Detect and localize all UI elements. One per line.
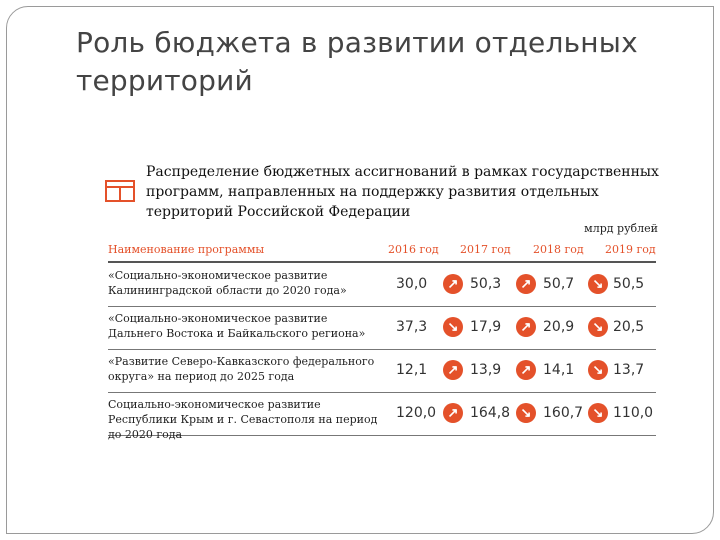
- trend-down-icon: ↘: [588, 317, 608, 337]
- budget-value: 50,3: [470, 276, 502, 292]
- column-header-program: Наименование программы: [108, 243, 265, 256]
- budget-value: 17,9: [470, 319, 502, 335]
- trend-down-icon: ↘: [443, 317, 463, 337]
- table-row: [108, 264, 656, 307]
- budget-value: 30,0: [396, 276, 428, 292]
- slide-title: Роль бюджета в развитии отдельных территорий: [76, 26, 638, 97]
- program-name: «Развитие Северо-Кавказского федерального округа» на период до 2025 года: [108, 355, 375, 383]
- budget-value: 37,3: [396, 319, 428, 335]
- budget-value: 20,5: [613, 319, 645, 335]
- column-header-2016: 2016 год: [388, 243, 439, 256]
- table-row: [108, 307, 656, 350]
- budget-value: 50,7: [543, 276, 575, 292]
- trend-down-icon: ↘: [516, 403, 536, 423]
- trend-up-icon: ↗: [516, 360, 536, 380]
- trend-down-icon: ↘: [588, 274, 608, 294]
- trend-up-icon: ↗: [516, 274, 536, 294]
- trend-down-icon: ↘: [588, 360, 608, 380]
- trend-up-icon: ↗: [443, 360, 463, 380]
- table-header: [108, 243, 656, 263]
- column-header-2019: 2019 год: [605, 243, 656, 256]
- budget-value: 20,9: [543, 319, 575, 335]
- budget-value: 160,7: [543, 405, 584, 421]
- table-row: [108, 350, 656, 393]
- budget-value: 14,1: [543, 362, 575, 378]
- column-header-2017: 2017 год: [460, 243, 511, 256]
- column-header-2018: 2018 год: [533, 243, 584, 256]
- table-row: [108, 393, 656, 441]
- infographic-heading: Распределение бюджетных ассигнований в рамках государственных программ, направленных на поддержку развития отдельных территорий Российской Федерации: [146, 164, 659, 220]
- trend-up-icon: ↗: [443, 403, 463, 423]
- units-label: млрд рублей: [584, 222, 658, 235]
- budget-value: 50,5: [613, 276, 645, 292]
- budget-value: 120,0: [396, 405, 437, 421]
- budget-value: 164,8: [470, 405, 511, 421]
- program-name: «Социально-экономическое развитие Калининградской области до 2020 года»: [108, 269, 347, 297]
- trend-up-icon: ↗: [443, 274, 463, 294]
- budget-value: 12,1: [396, 362, 428, 378]
- program-name: Социально-экономическое развитие Республики Крым и г. Севастополя на период до 2020 года: [108, 398, 378, 441]
- budget-icon: [105, 180, 135, 202]
- budget-value: 13,9: [470, 362, 502, 378]
- program-name: «Социально-экономическое развитие Дальнего Востока и Байкальского региона»: [108, 312, 366, 340]
- trend-up-icon: ↗: [516, 317, 536, 337]
- trend-down-icon: ↘: [588, 403, 608, 423]
- budget-value: 110,0: [613, 405, 654, 421]
- budget-value: 13,7: [613, 362, 645, 378]
